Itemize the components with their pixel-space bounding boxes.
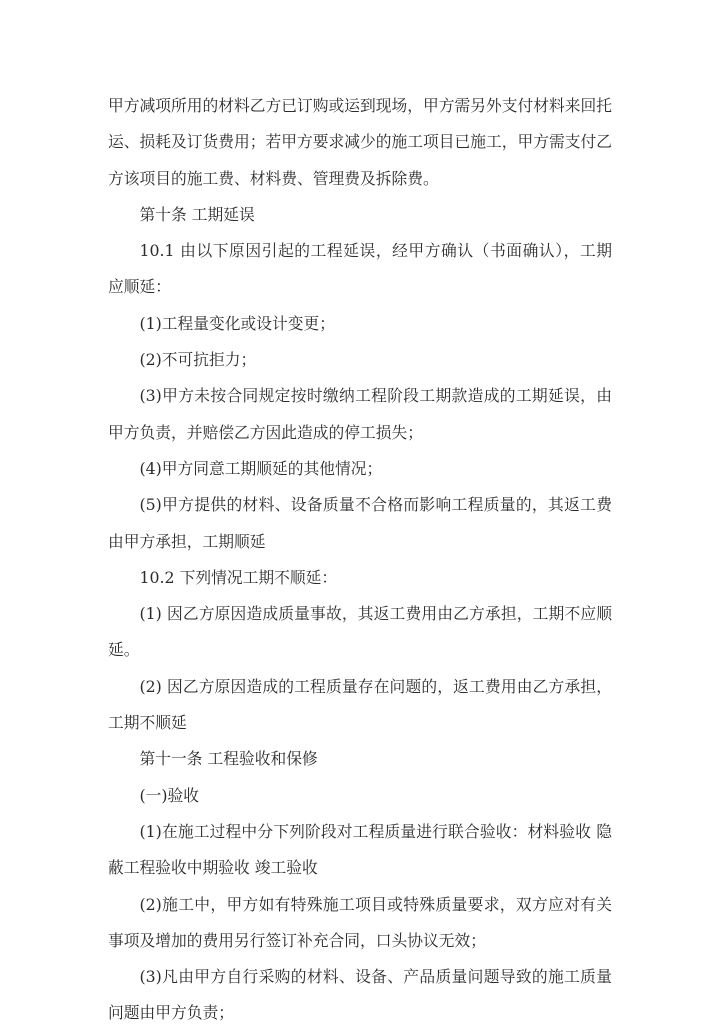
article-10-heading: 第十条 工期延误 — [139, 204, 255, 224]
acceptance-item-1: (1)在施工过程中分下列阶段对工程质量进行联合验收：材料验收 隐蔽工程验收中期验收 竣工验收 — [108, 821, 612, 878]
clause-10-1: 10.1 由以下原因引起的工程延误，经甲方确认（书面确认），工期应顺延： — [108, 241, 612, 297]
clause-10-1-item-5: (5)甲方提供的材料、设备质量不合格而影响工程质量的，其返工费由甲方承担，工期顺延 — [108, 495, 612, 551]
acceptance-item-2: (2)施工中，甲方如有特殊施工项目或特殊质量要求，双方应对有关事项及增加的费用另行签订补充合同，口头协议无效； — [108, 894, 612, 950]
acceptance-item-3: (3)凡由甲方自行采购的材料、设备、产品质量问题导致的施工质量问题由甲方负责； — [108, 967, 612, 1023]
clause-10-1-item-1: (1)工程量变化或设计变更； — [139, 313, 336, 333]
clause-10-1-item-2: (2)不可抗拒力； — [139, 350, 257, 370]
document-page — [108, 88, 612, 1032]
clause-10-1-item-3: (3)甲方未按合同规定按时缴纳工程阶段工期款造成的工期延误，由甲方负责，并赔偿乙方因此造成的停工损失； — [108, 386, 612, 442]
clause-10-2-item-2: (2) 因乙方原因造成的工程质量存在问题的，返工费用由乙方承担，工期不顺延 — [108, 676, 612, 733]
article-11-heading: 第十一条 工程验收和保修 — [139, 749, 318, 769]
clause-10-2: 10.2 下列情况工期不顺延： — [139, 567, 338, 587]
clause-10-2-item-1: (1) 因乙方原因造成质量事故，其返工费用由乙方承担，工期不应顺延。 — [108, 604, 612, 660]
section-acceptance-heading: (一)验收 — [139, 785, 200, 805]
clause-10-1-item-4: (4)甲方同意工期顺延的其他情况； — [139, 458, 383, 478]
paragraph-reduction-costs: 甲方减项所用的材料乙方已订购或运到现场，甲方需另外支付材料来回托运、损耗及订货费用；若甲方要求减少的施工项目已施工，甲方需支付乙方该项目的施工费、材料费、管理费及拆除费。 — [108, 96, 612, 188]
